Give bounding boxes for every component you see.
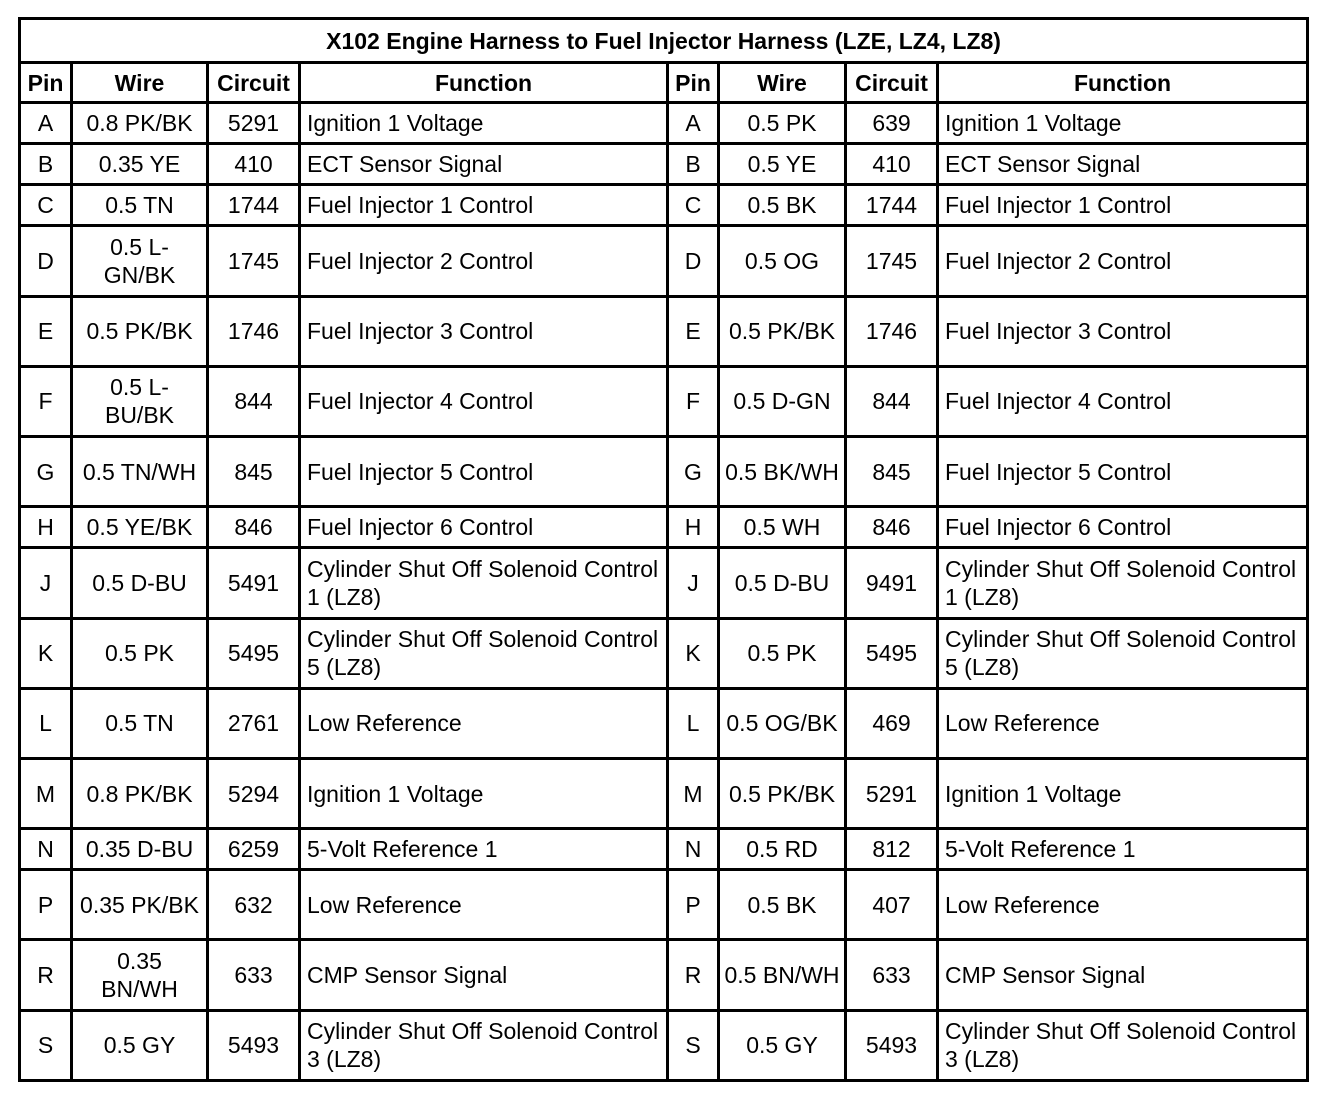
left-pin-cell: B — [20, 144, 72, 185]
right-circuit-cell: 469 — [846, 688, 938, 758]
left-wire-cell: 0.35 BN/WH — [72, 940, 208, 1010]
right-wire-cell: 0.5 PK/BK — [719, 296, 846, 366]
left-pin-cell: N — [20, 829, 72, 870]
right-wire-cell: 0.5 PK/BK — [719, 758, 846, 828]
right-function-cell: Fuel Injector 4 Control — [938, 366, 1308, 436]
left-wire-cell: 0.5 PK/BK — [72, 296, 208, 366]
table-row — [20, 940, 1308, 1010]
left-function-cell: Cylinder Shut Off Solenoid Control 1 (LZ8) — [300, 548, 668, 618]
right-pin-cell: K — [668, 618, 719, 688]
right-wire-cell: 0.5 PK — [719, 618, 846, 688]
left-wire-cell: 0.5 YE/BK — [72, 507, 208, 548]
right-function-cell: Cylinder Shut Off Solenoid Control 1 (LZ8) — [938, 548, 1308, 618]
right-pin-cell: G — [668, 436, 719, 506]
right-circuit-cell: 845 — [846, 436, 938, 506]
left-pin-cell: C — [20, 185, 72, 226]
right-pin-cell: B — [668, 144, 719, 185]
left-circuit-cell: 2761 — [208, 688, 300, 758]
left-pin-cell: H — [20, 507, 72, 548]
left-function-cell: Fuel Injector 5 Control — [300, 436, 668, 506]
right-circuit-cell: 5291 — [846, 758, 938, 828]
header-function-right: Function — [938, 63, 1308, 103]
left-circuit-cell: 5495 — [208, 618, 300, 688]
right-pin-cell: D — [668, 226, 719, 296]
table-row — [20, 436, 1308, 506]
right-pin-cell: N — [668, 829, 719, 870]
left-wire-cell: 0.5 GY — [72, 1010, 208, 1080]
right-function-cell: CMP Sensor Signal — [938, 940, 1308, 1010]
right-wire-cell: 0.5 D-GN — [719, 366, 846, 436]
right-circuit-cell: 5493 — [846, 1010, 938, 1080]
left-circuit-cell: 844 — [208, 366, 300, 436]
right-pin-cell: E — [668, 296, 719, 366]
left-wire-cell: 0.35 YE — [72, 144, 208, 185]
right-function-cell: Low Reference — [938, 688, 1308, 758]
right-pin-cell: L — [668, 688, 719, 758]
right-wire-cell: 0.5 YE — [719, 144, 846, 185]
left-circuit-cell: 5291 — [208, 103, 300, 144]
table-row — [20, 1010, 1308, 1080]
left-circuit-cell: 1745 — [208, 226, 300, 296]
right-function-cell: Low Reference — [938, 870, 1308, 940]
left-wire-cell: 0.5 TN — [72, 688, 208, 758]
left-wire-cell: 0.8 PK/BK — [72, 758, 208, 828]
right-function-cell: ECT Sensor Signal — [938, 144, 1308, 185]
header-circuit-left: Circuit — [208, 63, 300, 103]
right-pin-cell: R — [668, 940, 719, 1010]
left-wire-cell: 0.35 PK/BK — [72, 870, 208, 940]
left-function-cell: Cylinder Shut Off Solenoid Control 3 (LZ8) — [300, 1010, 668, 1080]
right-circuit-cell: 1744 — [846, 185, 938, 226]
left-function-cell: Ignition 1 Voltage — [300, 103, 668, 144]
left-function-cell: ECT Sensor Signal — [300, 144, 668, 185]
table-row — [20, 618, 1308, 688]
right-wire-cell: 0.5 D-BU — [719, 548, 846, 618]
right-wire-cell: 0.5 OG/BK — [719, 688, 846, 758]
right-pin-cell: C — [668, 185, 719, 226]
right-circuit-cell: 1745 — [846, 226, 938, 296]
right-circuit-cell: 812 — [846, 829, 938, 870]
left-pin-cell: G — [20, 436, 72, 506]
header-wire-right: Wire — [719, 63, 846, 103]
right-wire-cell: 0.5 GY — [719, 1010, 846, 1080]
header-circuit-right: Circuit — [846, 63, 938, 103]
left-function-cell: Low Reference — [300, 870, 668, 940]
table-row — [20, 548, 1308, 618]
left-wire-cell: 0.5 D-BU — [72, 548, 208, 618]
header-pin-left: Pin — [20, 63, 72, 103]
left-wire-cell: 0.5 TN/WH — [72, 436, 208, 506]
left-function-cell: Cylinder Shut Off Solenoid Control 5 (LZ8) — [300, 618, 668, 688]
table-row — [20, 366, 1308, 436]
right-wire-cell: 0.5 OG — [719, 226, 846, 296]
right-pin-cell: A — [668, 103, 719, 144]
left-pin-cell: M — [20, 758, 72, 828]
left-circuit-cell: 5491 — [208, 548, 300, 618]
table-row — [20, 870, 1308, 940]
right-function-cell: Fuel Injector 6 Control — [938, 507, 1308, 548]
right-wire-cell: 0.5 PK — [719, 103, 846, 144]
left-circuit-cell: 633 — [208, 940, 300, 1010]
right-function-cell: Ignition 1 Voltage — [938, 758, 1308, 828]
right-pin-cell: H — [668, 507, 719, 548]
right-pin-cell: S — [668, 1010, 719, 1080]
right-function-cell: Fuel Injector 2 Control — [938, 226, 1308, 296]
right-circuit-cell: 9491 — [846, 548, 938, 618]
right-function-cell: Fuel Injector 1 Control — [938, 185, 1308, 226]
connector-pinout-table — [18, 17, 1309, 1082]
left-pin-cell: E — [20, 296, 72, 366]
right-wire-cell: 0.5 RD — [719, 829, 846, 870]
right-function-cell: Cylinder Shut Off Solenoid Control 5 (LZ8) — [938, 618, 1308, 688]
right-wire-cell: 0.5 WH — [719, 507, 846, 548]
left-function-cell: CMP Sensor Signal — [300, 940, 668, 1010]
right-circuit-cell: 407 — [846, 870, 938, 940]
left-function-cell: Fuel Injector 3 Control — [300, 296, 668, 366]
right-pin-cell: J — [668, 548, 719, 618]
left-pin-cell: A — [20, 103, 72, 144]
left-circuit-cell: 410 — [208, 144, 300, 185]
left-function-cell: Fuel Injector 1 Control — [300, 185, 668, 226]
table-row — [20, 296, 1308, 366]
left-pin-cell: L — [20, 688, 72, 758]
table-body — [20, 103, 1308, 1081]
right-function-cell: Fuel Injector 3 Control — [938, 296, 1308, 366]
right-function-cell: Fuel Injector 5 Control — [938, 436, 1308, 506]
right-circuit-cell: 639 — [846, 103, 938, 144]
header-wire-left: Wire — [72, 63, 208, 103]
table-row — [20, 829, 1308, 870]
right-pin-cell: P — [668, 870, 719, 940]
right-wire-cell: 0.5 BK — [719, 185, 846, 226]
right-circuit-cell: 846 — [846, 507, 938, 548]
right-circuit-cell: 633 — [846, 940, 938, 1010]
left-circuit-cell: 5493 — [208, 1010, 300, 1080]
table-row — [20, 758, 1308, 828]
left-circuit-cell: 845 — [208, 436, 300, 506]
left-function-cell: Low Reference — [300, 688, 668, 758]
left-wire-cell: 0.5 TN — [72, 185, 208, 226]
right-wire-cell: 0.5 BK/WH — [719, 436, 846, 506]
left-pin-cell: P — [20, 870, 72, 940]
left-function-cell: Fuel Injector 2 Control — [300, 226, 668, 296]
left-pin-cell: R — [20, 940, 72, 1010]
left-circuit-cell: 6259 — [208, 829, 300, 870]
right-function-cell: 5-Volt Reference 1 — [938, 829, 1308, 870]
table-row — [20, 103, 1308, 144]
right-pin-cell: F — [668, 366, 719, 436]
right-wire-cell: 0.5 BN/WH — [719, 940, 846, 1010]
table-row — [20, 507, 1308, 548]
left-function-cell: Fuel Injector 6 Control — [300, 507, 668, 548]
table-row — [20, 144, 1308, 185]
table-row — [20, 688, 1308, 758]
left-circuit-cell: 846 — [208, 507, 300, 548]
right-wire-cell: 0.5 BK — [719, 870, 846, 940]
right-circuit-cell: 1746 — [846, 296, 938, 366]
right-function-cell: Ignition 1 Voltage — [938, 103, 1308, 144]
right-circuit-cell: 844 — [846, 366, 938, 436]
left-wire-cell: 0.8 PK/BK — [72, 103, 208, 144]
left-wire-cell: 0.5 L-BU/BK — [72, 366, 208, 436]
header-function-left: Function — [300, 63, 668, 103]
left-wire-cell: 0.5 PK — [72, 618, 208, 688]
left-wire-cell: 0.35 D-BU — [72, 829, 208, 870]
left-circuit-cell: 632 — [208, 870, 300, 940]
left-wire-cell: 0.5 L-GN/BK — [72, 226, 208, 296]
table-row — [20, 226, 1308, 296]
left-circuit-cell: 5294 — [208, 758, 300, 828]
column-header-row — [20, 63, 1308, 103]
left-pin-cell: D — [20, 226, 72, 296]
right-circuit-cell: 410 — [846, 144, 938, 185]
left-pin-cell: F — [20, 366, 72, 436]
right-pin-cell: M — [668, 758, 719, 828]
left-pin-cell: K — [20, 618, 72, 688]
left-function-cell: 5-Volt Reference 1 — [300, 829, 668, 870]
left-function-cell: Ignition 1 Voltage — [300, 758, 668, 828]
table-title: X102 Engine Harness to Fuel Injector Harness (LZE, LZ4, LZ8) — [20, 19, 1308, 63]
left-circuit-cell: 1746 — [208, 296, 300, 366]
right-function-cell: Cylinder Shut Off Solenoid Control 3 (LZ8) — [938, 1010, 1308, 1080]
right-circuit-cell: 5495 — [846, 618, 938, 688]
left-pin-cell: S — [20, 1010, 72, 1080]
left-pin-cell: J — [20, 548, 72, 618]
table-row — [20, 185, 1308, 226]
left-circuit-cell: 1744 — [208, 185, 300, 226]
header-pin-right: Pin — [668, 63, 719, 103]
left-function-cell: Fuel Injector 4 Control — [300, 366, 668, 436]
